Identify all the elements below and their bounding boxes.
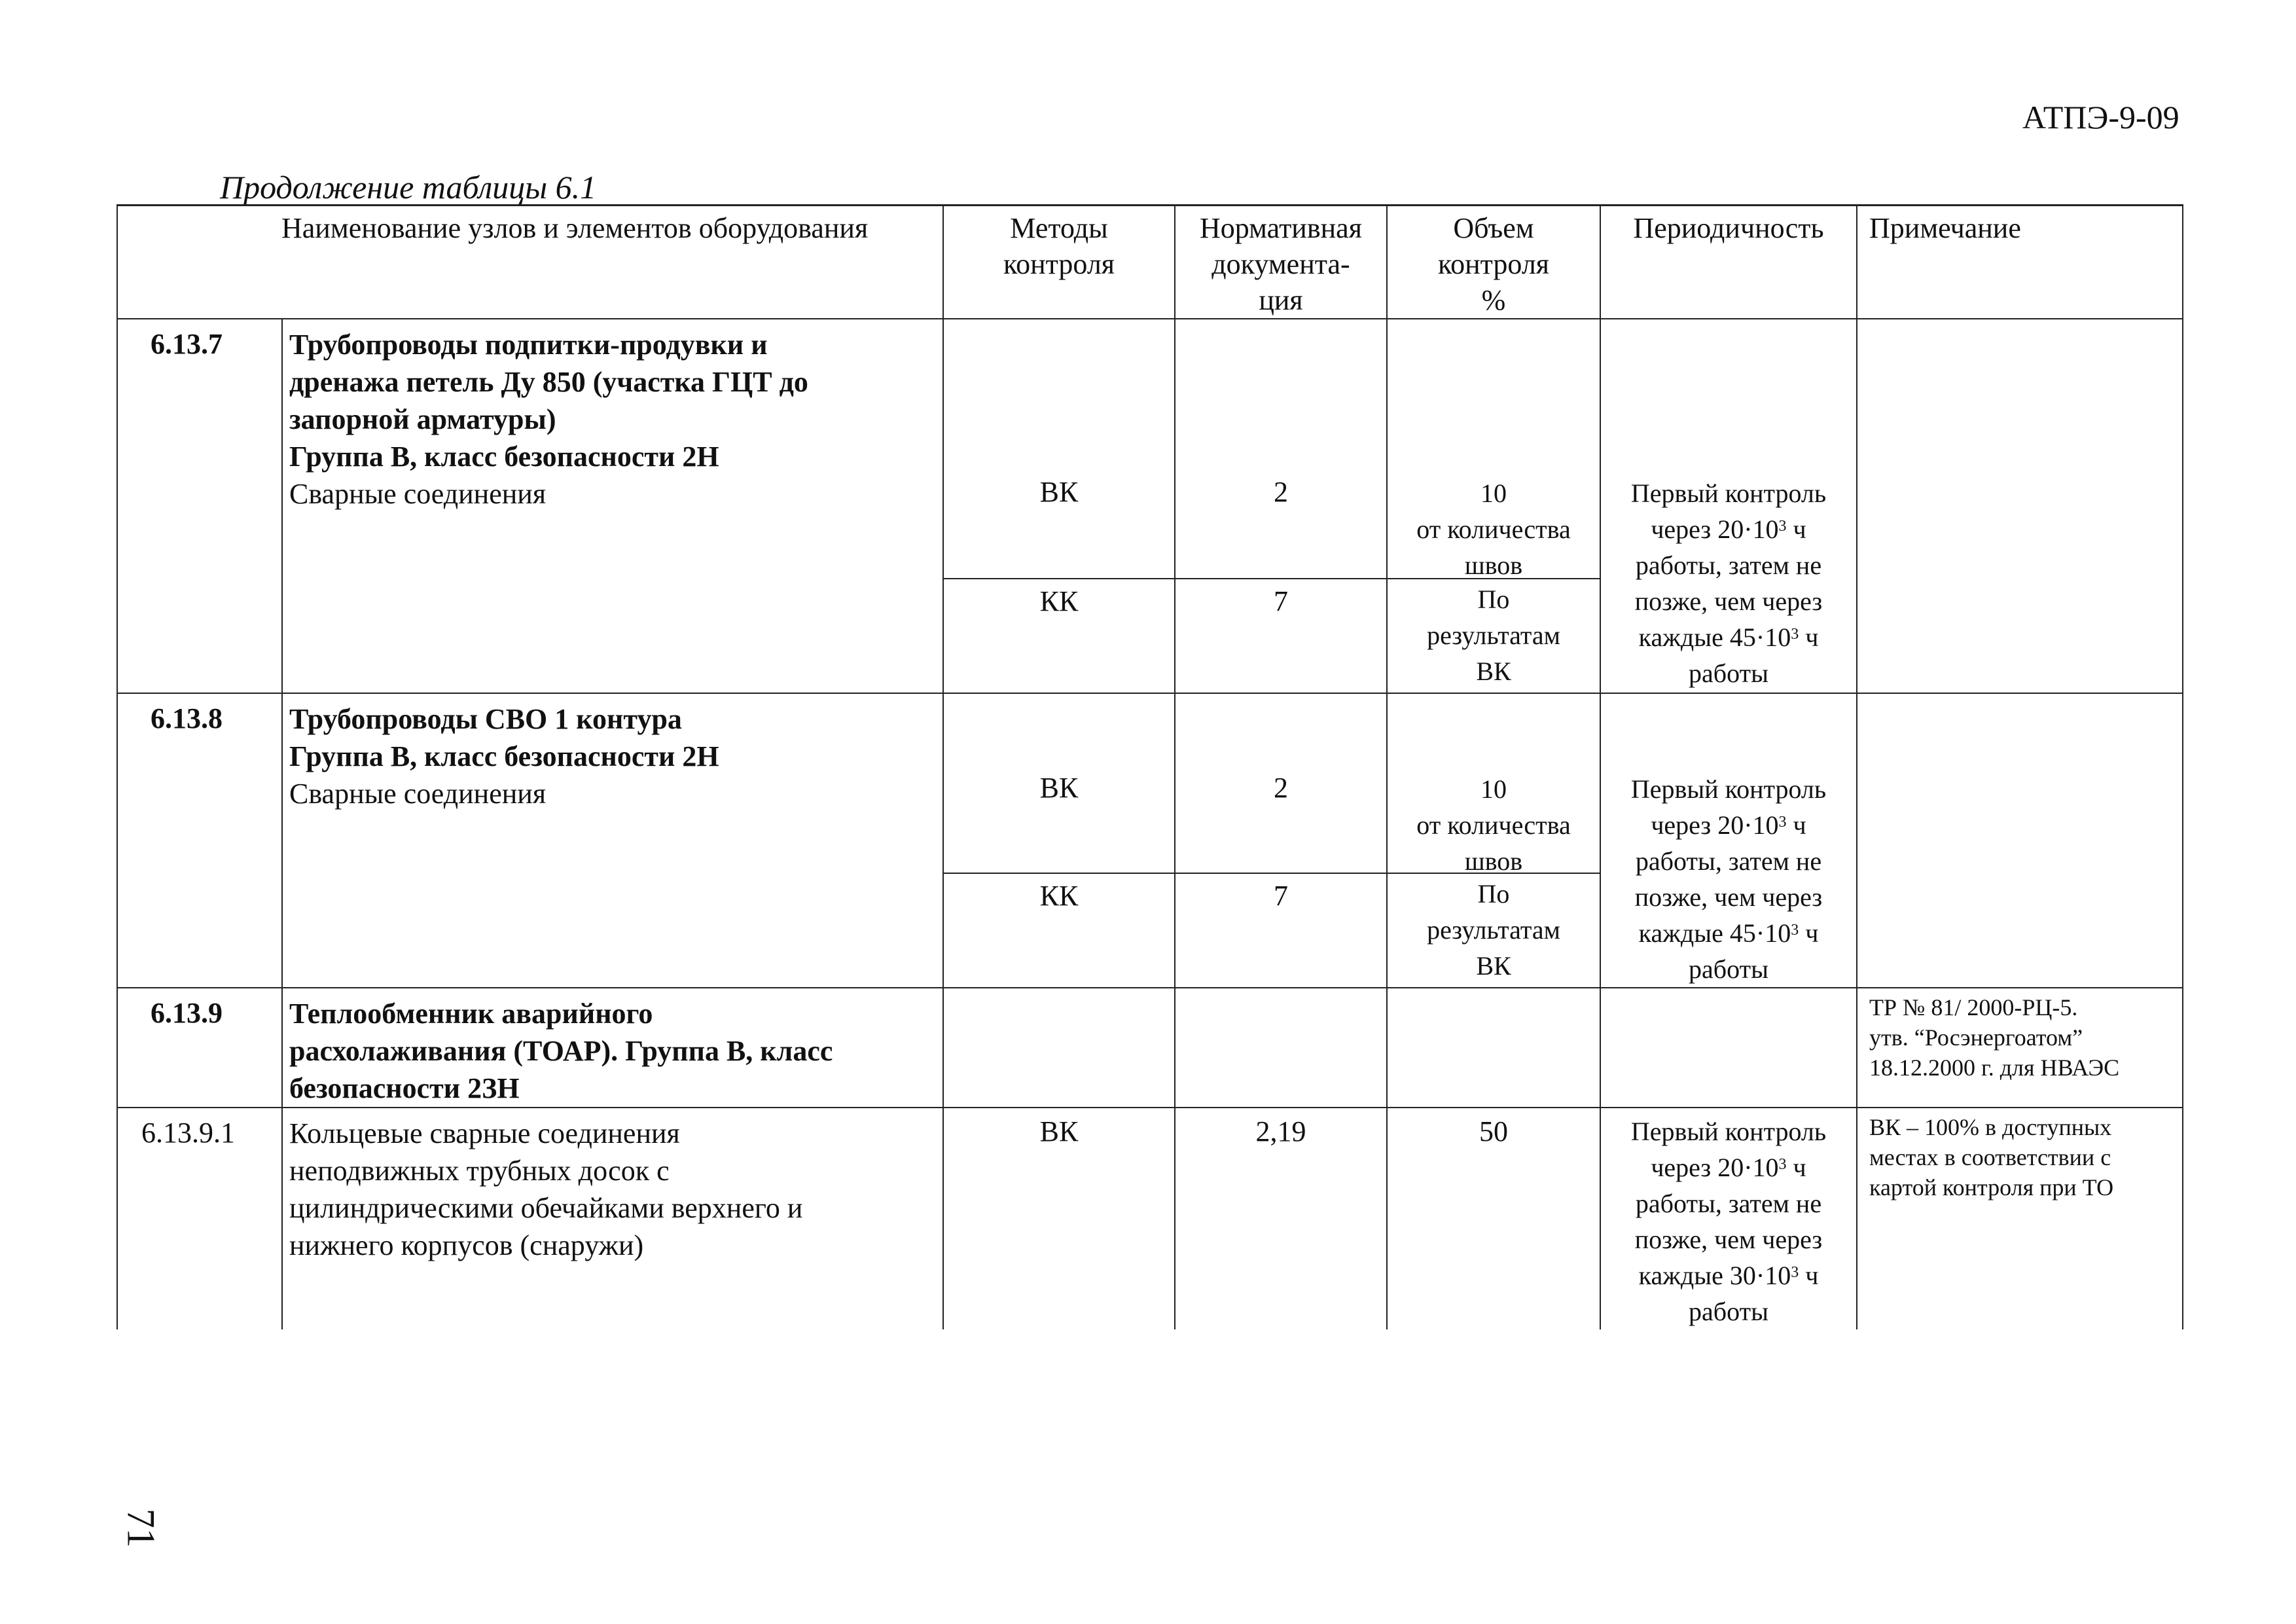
note-cell: ТР № 81/ 2000-РЦ-5. утв. “Росэнергоатом” 18.12.2000 г. для НВАЭС [1857, 988, 2183, 1108]
normative-cell: 2 7 [1175, 319, 1387, 693]
periodicity-cell: Первый контроль через $20\cdot 10^3$ ч работы, затем не позже, чем через каждые $30\cdot 10^3$ ч работы [1600, 1108, 1857, 1329]
header-note: Примечание [1857, 206, 2183, 319]
row-title: Трубопроводы СВО 1 контура Группа В, класс безопасности 2Н Сварные соединения [282, 693, 943, 988]
volume-cell: 10 от количества швов По результатам ВК [1387, 319, 1600, 693]
row-title: Теплообменник аварийного расхолаживания (ТОАР). Группа В, класс безопасности 2ЗН [282, 988, 943, 1108]
header-volume: Объем контроля % [1387, 206, 1600, 319]
periodicity-cell: Первый контроль через $20\cdot 10^3$ ч работы, затем не позже, чем через каждые $45\cdot 10^3$ ч работы [1600, 693, 1857, 988]
table-row [117, 319, 2183, 693]
normative-cell: 2 7 [1175, 693, 1387, 988]
volume-cell: 50 [1387, 1108, 1600, 1329]
document-code: АТПЭ-9-09 [2022, 99, 2179, 135]
header-periodicity: Периодичность [1600, 206, 1857, 319]
header-methods: Методы контроля [943, 206, 1175, 319]
inspection-table [117, 204, 2183, 1329]
methods-cell: ВК КК [943, 693, 1175, 988]
header-normative: Нормативная документа- ция [1175, 206, 1387, 319]
row-title: Кольцевые сварные соединения неподвижных трубных досок с цилиндрическими обечайками верхнего и нижнего корпусов (снаружи) [282, 1108, 943, 1329]
table-row [117, 1108, 2183, 1329]
normative-cell: 2,19 [1175, 1108, 1387, 1329]
table-caption: Продолжение таблицы 6.1 [220, 169, 597, 206]
row-number: 6.13.8 [117, 693, 282, 988]
table-row [117, 988, 2183, 1108]
page-number: 71 [119, 1508, 163, 1548]
periodicity-cell: Первый контроль через $20\cdot 10^3$ ч работы, затем не позже, чем через каждые $45\cdot 10^3$ ч работы [1600, 319, 1857, 693]
methods-cell: ВК КК [943, 319, 1175, 693]
note-cell [1857, 693, 2183, 988]
volume-cell: 10 от количества швов По результатам ВК [1387, 693, 1600, 988]
row-title: Трубопроводы подпитки-продувки и дренажа петель Ду 850 (участка ГЦТ до запорной арматуры) Группа В, класс безопасности 2Н Сварные соединения [282, 319, 943, 693]
row-number: 6.13.7 [117, 319, 282, 693]
header-name: Наименование узлов и элементов оборудования [117, 206, 943, 319]
row-number: 6.13.9.1 [117, 1108, 282, 1329]
note-cell [1857, 319, 2183, 693]
table-row [117, 693, 2183, 988]
methods-cell: ВК [943, 1108, 1175, 1329]
note-cell: ВК – 100% в доступных местах в соответствии с картой контроля при ТО [1857, 1108, 2183, 1329]
row-number: 6.13.9 [117, 988, 282, 1108]
table-header-row [117, 206, 2183, 319]
